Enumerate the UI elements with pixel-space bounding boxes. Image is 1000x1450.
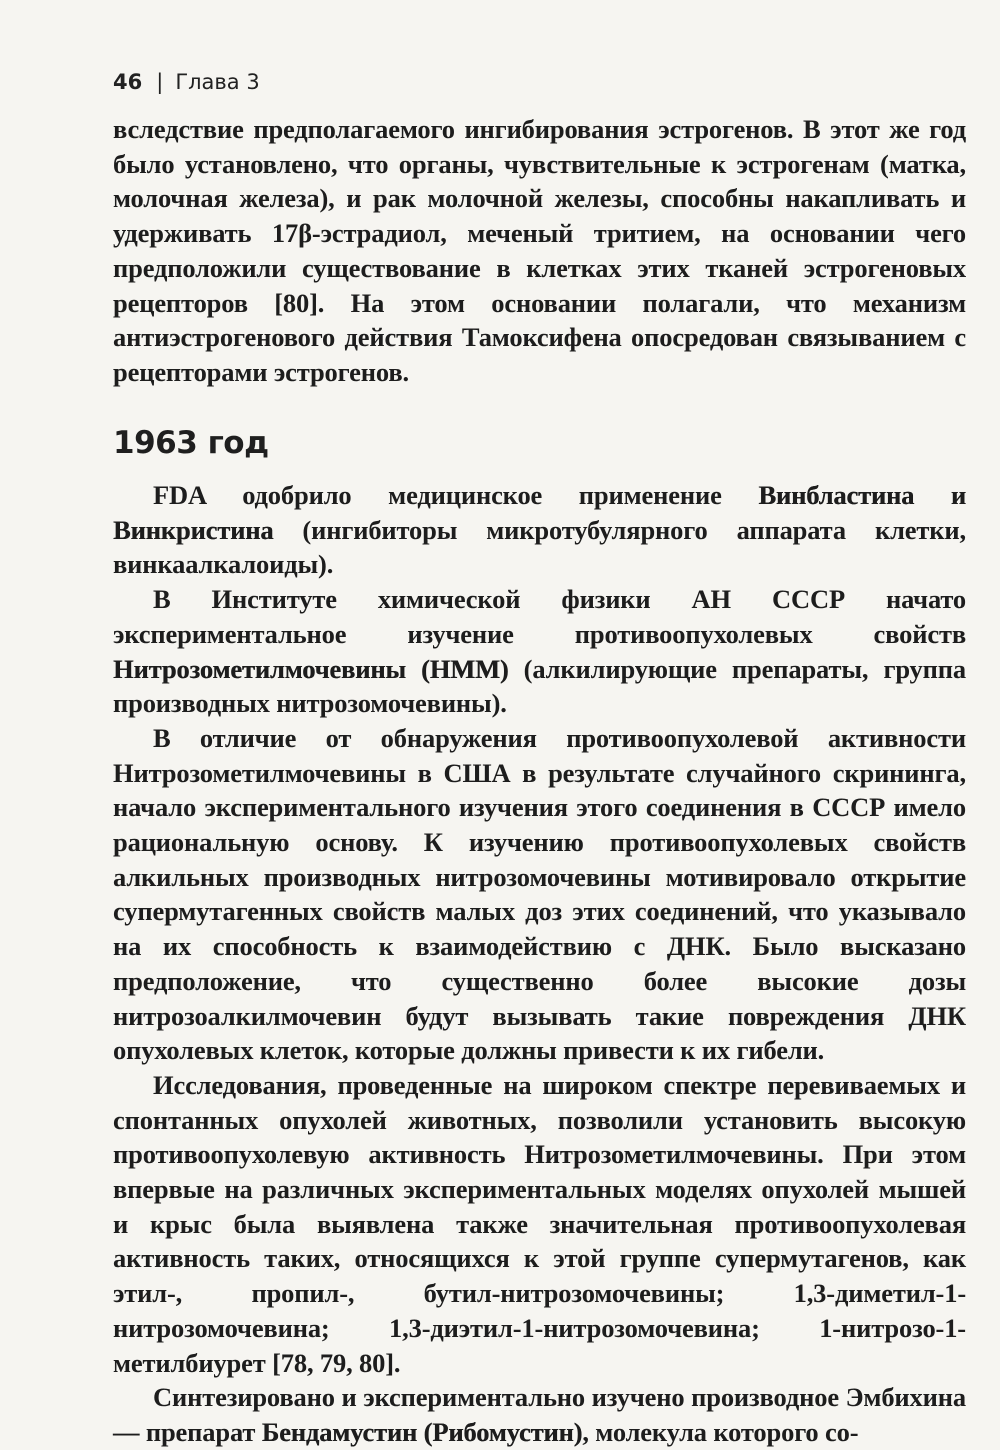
paragraph-fda-approval [113, 478, 966, 582]
paragraph-text: , молекула которого со- [582, 1416, 859, 1447]
paragraph-text: (ингибиторы микротубулярного аппарата клетки, винкаалкалоиды). [113, 514, 966, 580]
page-number: 46 [113, 70, 143, 94]
paragraph-bendamustine [113, 1380, 966, 1449]
paragraph-text: (алкилирующие препараты, группа производных нитрозомочевины). [113, 653, 966, 719]
drug-name-bold: Винбластина и Винкристина [113, 480, 966, 545]
section-heading: 1963 год [113, 425, 269, 461]
header-separator: | [156, 70, 164, 94]
intro-text-block [113, 112, 966, 390]
section-body [113, 478, 966, 1450]
paragraph-text: Синтезировано и экспериментально изучено производное Эмбихина — препарат [113, 1382, 966, 1447]
paragraph-institute-study [113, 582, 966, 721]
paragraph-research-results: Исследования, проведенные на широком спектре перевиваемых и спонтанных опухолей животных, позволили установить высокую противоопухолевую активность Нитрозометилмочевины. При этом впервые на различных экспериментальных моделях опухолей мышей и крыс была выявлена также значительная противоопухолевая активность таких, относящихся к этой группе супермутагенов, как этил-, пропил-, бутил-нитрозомочевины; 1,3-диметил-1-нитрозомочевина; 1,3-диэтил-1-нитрозомочевина; 1-нитрозо-1-метилбиурет [78, 79, 80]. [113, 1069, 966, 1378]
paragraph-text: В Институте химической физики АН СССР начато экспериментальное изучение противоопухолевых свойств [113, 584, 966, 649]
paragraph-text: FDA одобрило медицинское применение [153, 480, 759, 510]
running-header [113, 64, 260, 100]
chapter-title: Глава 3 [175, 70, 260, 94]
drug-name-bold: Бендамустин (Рибомустин) [261, 1416, 583, 1447]
paragraph-rational-basis: В отличие от обнаружения противоопухолевой активности Нитрозометилмочевины в США в результате случайного скрининга, начало экспериментального изучения этого соединения в СССР имело рациональную основу. К изучению противоопухолевых свойств алкильных производных нитрозомочевины мотивировало открытие супермутагенных свойств малых доз этих соединений, что указывало на их способность к взаимодействию с ДНК. Было высказано предположение, что существенно более высокие дозы нитрозоалкилмочевин будут вызывать такие повреждения ДНК опухолевых клеток, которые должны привести к их гибели. [113, 722, 966, 1066]
intro-paragraph: вследствие предполагаемого ингибирования эстрогенов. В этот же год было установлено, что органы, чувствительные к эстрогенам (матка, молочная железа), и рак молочной железы, способны накапливать и удерживать 17β-эстрадиол, меченый тритием, на основании чего предположили существование в клетках этих тканей эстрогеновых рецепторов [80]. На этом основании полагали, что механизм антиэстрогенового действия Тамоксифена опосредован связыванием с рецепторами эстрогенов. [113, 114, 966, 387]
drug-name-bold: Нитрозометилмочевины (НММ) [113, 653, 509, 684]
